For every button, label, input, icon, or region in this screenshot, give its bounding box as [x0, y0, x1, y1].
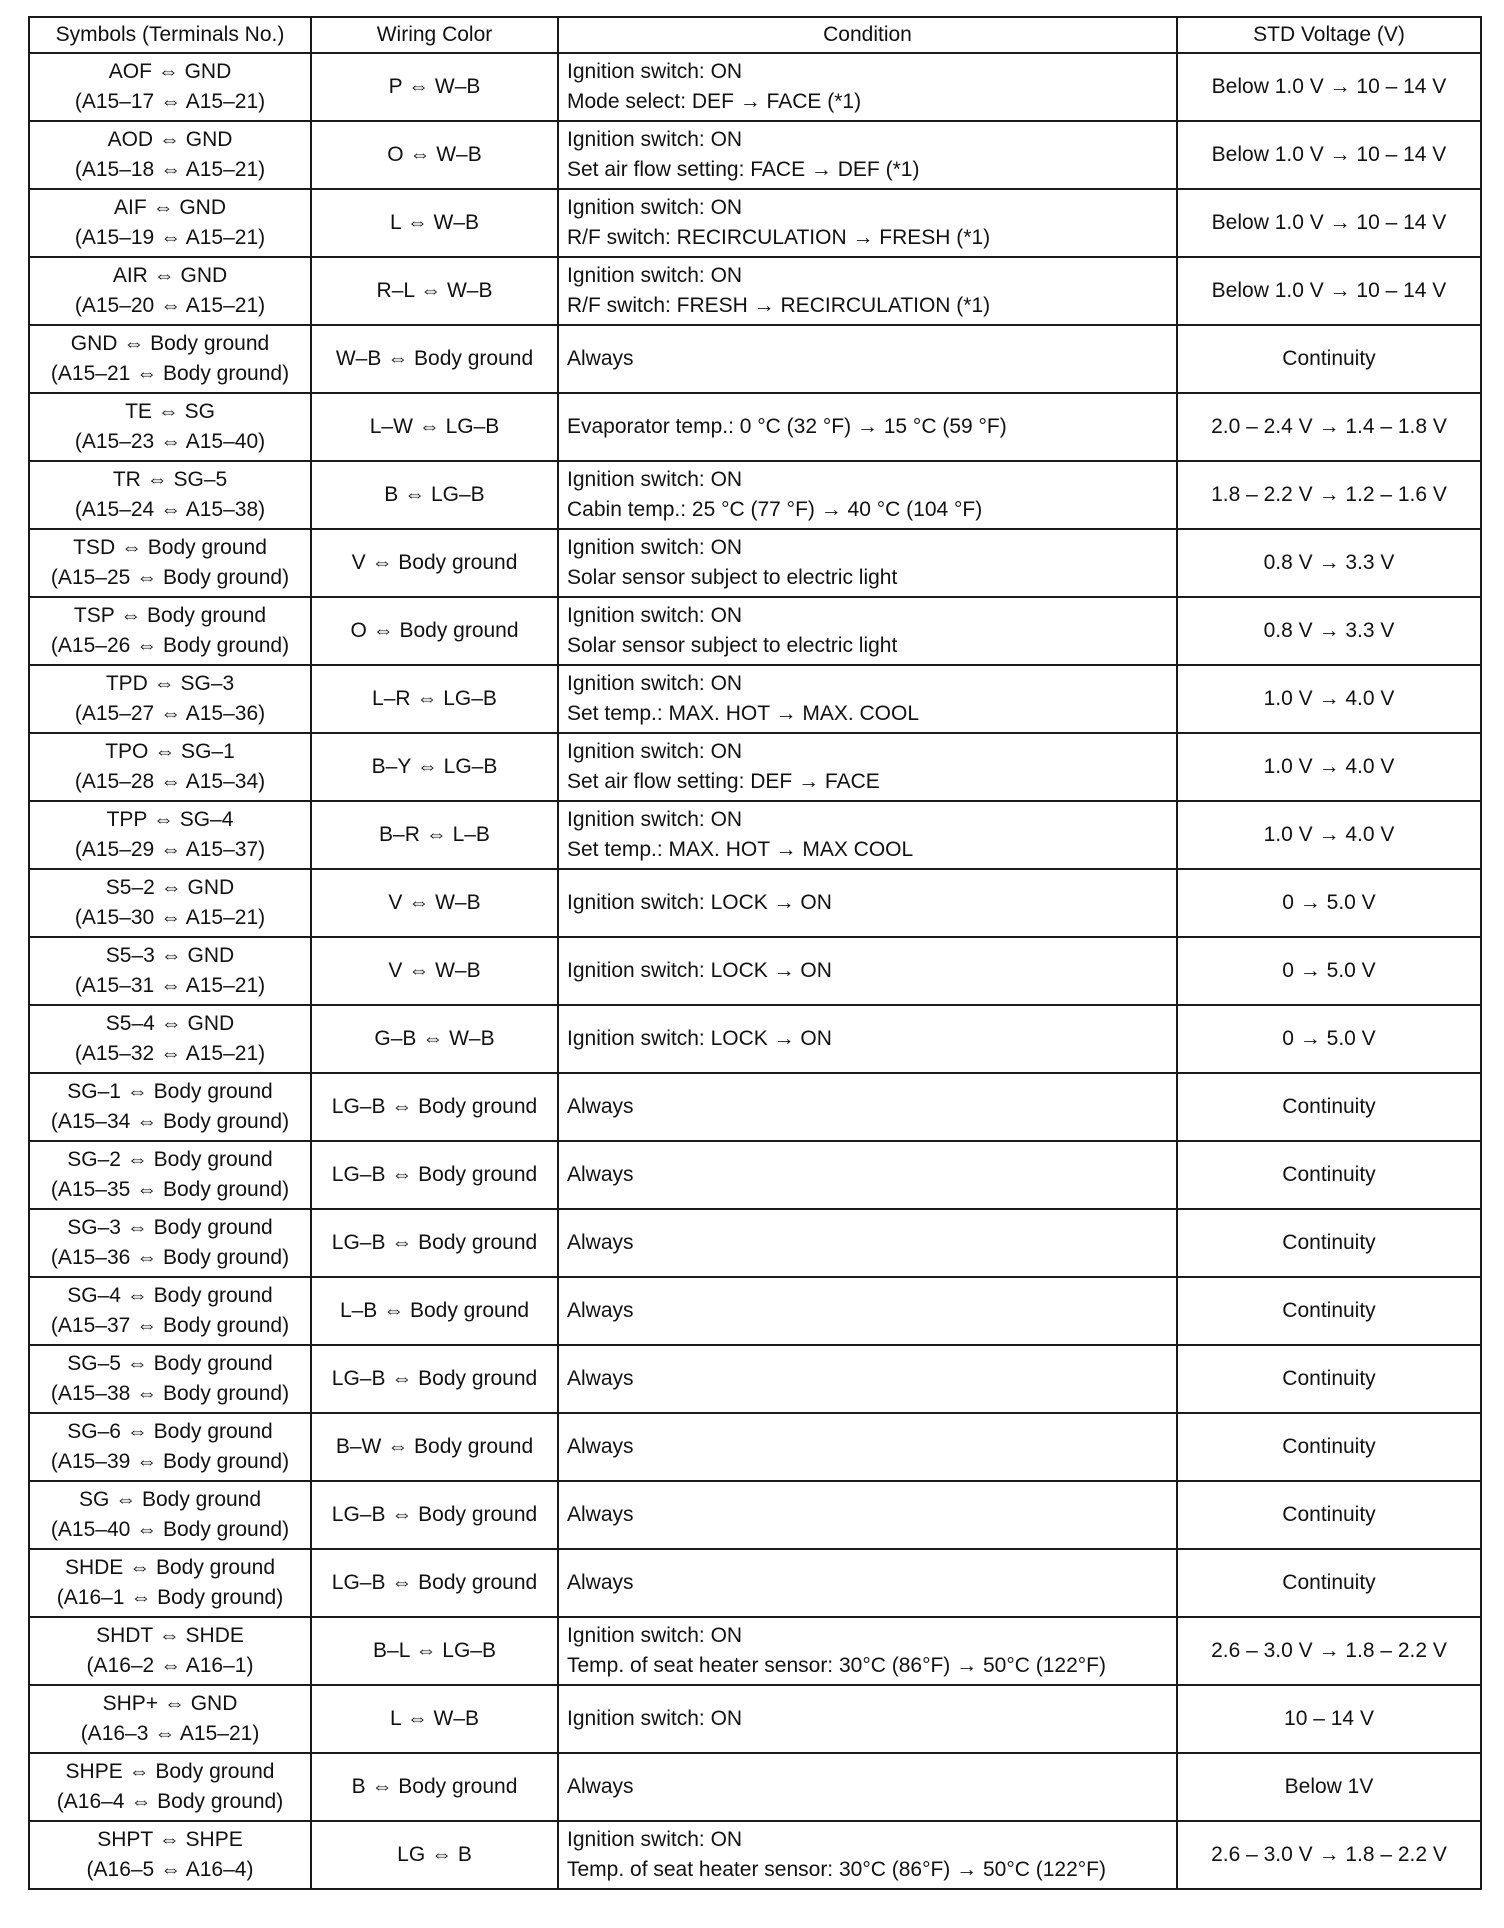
terminal-symbol: S5–2 ⇔ GND: [105, 876, 235, 899]
wiring-color-cell: LG–B ⇔ Body ground: [311, 1141, 558, 1209]
terminal-symbol: SHDT ⇔ SHDE: [96, 1624, 244, 1647]
table-row: [29, 53, 1481, 121]
symbol-cell: [29, 1685, 311, 1753]
std-voltage-cell: Continuity: [1177, 325, 1481, 393]
condition-line: Mode select: DEF → FACE (*1): [567, 90, 862, 113]
symbol-cell: [29, 1073, 311, 1141]
wiring-color-cell: R–L ⇔ W–B: [311, 257, 558, 325]
terminal-numbers: (A15–28 ⇔ A15–34): [74, 770, 266, 793]
condition-line: Always: [567, 1435, 634, 1458]
table-row: [29, 1141, 1481, 1209]
terminal-symbol: TPP ⇔ SG–4: [106, 808, 234, 831]
terminal-symbol: AOD ⇔ GND: [107, 128, 233, 151]
table-row: [29, 189, 1481, 257]
wiring-color-cell: L–R ⇔ LG–B: [311, 665, 558, 733]
wiring-color-cell: B ⇔ Body ground: [311, 1753, 558, 1821]
condition-line: Ignition switch: ON: [567, 468, 743, 491]
condition-line: Always: [567, 1571, 634, 1594]
terminal-numbers: (A15–24 ⇔ A15–38): [74, 498, 266, 521]
condition-line: Ignition switch: ON: [567, 196, 743, 219]
symbol-cell: [29, 1481, 311, 1549]
symbol-cell: [29, 1345, 311, 1413]
condition-line: Ignition switch: ON: [567, 672, 743, 695]
table-row: [29, 325, 1481, 393]
condition-line: Set temp.: MAX. HOT → MAX. COOL: [567, 702, 920, 725]
condition-cell: [558, 1821, 1177, 1889]
condition-cell: [558, 801, 1177, 869]
std-voltage-cell: 10 – 14 V: [1177, 1685, 1481, 1753]
table-row: [29, 1753, 1481, 1821]
condition-cell: [558, 461, 1177, 529]
terminal-numbers: (A15–39 ⇔ Body ground): [50, 1450, 290, 1473]
condition-cell: [558, 325, 1177, 393]
terminal-numbers: (A15–29 ⇔ A15–37): [74, 838, 266, 861]
condition-line: Cabin temp.: 25 °C (77 °F) → 40 °C (104 °F): [567, 498, 983, 521]
symbol-cell: [29, 733, 311, 801]
symbol-cell: [29, 325, 311, 393]
table-body: [29, 53, 1481, 1889]
condition-cell: [558, 1617, 1177, 1685]
table-row: [29, 869, 1481, 937]
symbol-cell: [29, 1753, 311, 1821]
symbol-cell: [29, 1277, 311, 1345]
condition-line: Always: [567, 1095, 634, 1118]
wiring-color-cell: LG–B ⇔ Body ground: [311, 1345, 558, 1413]
wiring-color-cell: LG ⇔ B: [311, 1821, 558, 1889]
symbol-cell: [29, 937, 311, 1005]
condition-line: Set air flow setting: DEF → FACE: [567, 770, 880, 793]
wiring-color-cell: B–L ⇔ LG–B: [311, 1617, 558, 1685]
terminal-symbol: GND ⇔ Body ground: [70, 332, 270, 355]
terminal-symbol: SG ⇔ Body ground: [78, 1488, 262, 1511]
header-condition: Condition: [558, 17, 1177, 53]
terminal-numbers: (A16–3 ⇔ A15–21): [80, 1722, 260, 1745]
terminal-symbol: SG–5 ⇔ Body ground: [67, 1352, 273, 1375]
condition-line: Ignition switch: ON: [567, 1624, 743, 1647]
wiring-color-cell: LG–B ⇔ Body ground: [311, 1481, 558, 1549]
std-voltage-cell: Continuity: [1177, 1413, 1481, 1481]
terminal-numbers: (A15–21 ⇔ Body ground): [50, 362, 290, 385]
terminal-numbers: (A16–1 ⇔ Body ground): [56, 1586, 284, 1609]
table-row: [29, 1073, 1481, 1141]
table-row: [29, 597, 1481, 665]
symbol-cell: [29, 801, 311, 869]
wiring-color-cell: L ⇔ W–B: [311, 189, 558, 257]
condition-cell: [558, 1549, 1177, 1617]
std-voltage-cell: 2.0 – 2.4 V → 1.4 – 1.8 V: [1177, 393, 1481, 461]
condition-cell: [558, 1413, 1177, 1481]
condition-line: Ignition switch: ON: [567, 604, 743, 627]
wiring-color-cell: V ⇔ W–B: [311, 869, 558, 937]
condition-line: Always: [567, 1503, 634, 1526]
wiring-color-cell: LG–B ⇔ Body ground: [311, 1209, 558, 1277]
header-wiring-color: Wiring Color: [311, 17, 558, 53]
condition-line: Ignition switch: ON: [567, 60, 743, 83]
symbol-cell: [29, 121, 311, 189]
table-row: [29, 461, 1481, 529]
condition-line: Ignition switch: ON: [567, 128, 743, 151]
terminal-numbers: (A15–30 ⇔ A15–21): [74, 906, 266, 929]
condition-line: Ignition switch: ON: [567, 808, 743, 831]
symbol-cell: [29, 1549, 311, 1617]
wiring-color-cell: L–W ⇔ LG–B: [311, 393, 558, 461]
condition-line: R/F switch: FRESH → RECIRCULATION (*1): [567, 294, 991, 317]
condition-line: Ignition switch: ON: [567, 264, 743, 287]
table-row: [29, 665, 1481, 733]
wiring-color-cell: L ⇔ W–B: [311, 1685, 558, 1753]
header-symbols: Symbols (Terminals No.): [29, 17, 311, 53]
symbol-cell: [29, 1413, 311, 1481]
std-voltage-cell: 0 → 5.0 V: [1177, 869, 1481, 937]
wiring-color-cell: LG–B ⇔ Body ground: [311, 1073, 558, 1141]
std-voltage-cell: 2.6 – 3.0 V → 1.8 – 2.2 V: [1177, 1821, 1481, 1889]
condition-cell: [558, 53, 1177, 121]
terminal-numbers: (A15–26 ⇔ Body ground): [50, 634, 290, 657]
std-voltage-cell: Below 1.0 V → 10 – 14 V: [1177, 189, 1481, 257]
std-voltage-cell: 0.8 V → 3.3 V: [1177, 529, 1481, 597]
wiring-color-cell: B ⇔ LG–B: [311, 461, 558, 529]
symbol-cell: [29, 257, 311, 325]
table-row: [29, 1685, 1481, 1753]
condition-line: Set air flow setting: FACE → DEF (*1): [567, 158, 920, 181]
terminal-numbers: (A15–20 ⇔ A15–21): [74, 294, 266, 317]
condition-line: Temp. of seat heater sensor: 30°C (86°F) → 50°C (122°F): [567, 1858, 1106, 1881]
terminal-symbol: TPO ⇔ SG–1: [105, 740, 235, 763]
std-voltage-cell: 0 → 5.0 V: [1177, 937, 1481, 1005]
terminal-symbol: S5–3 ⇔ GND: [105, 944, 235, 967]
terminal-symbol: SG–6 ⇔ Body ground: [67, 1420, 273, 1443]
terminal-numbers: (A15–17 ⇔ A15–21): [74, 90, 266, 113]
header-row: [29, 17, 1481, 53]
condition-line: Always: [567, 347, 634, 370]
wiring-color-cell: LG–B ⇔ Body ground: [311, 1549, 558, 1617]
table-row: [29, 1617, 1481, 1685]
terminal-symbol: SG–2 ⇔ Body ground: [67, 1148, 273, 1171]
terminal-symbol: S5–4 ⇔ GND: [105, 1012, 235, 1035]
table-row: [29, 1209, 1481, 1277]
table-row: [29, 1821, 1481, 1889]
condition-line: Ignition switch: LOCK → ON: [567, 959, 832, 982]
header-std-voltage: STD Voltage (V): [1177, 17, 1481, 53]
condition-line: Always: [567, 1775, 634, 1798]
terminal-numbers: (A15–34 ⇔ Body ground): [50, 1110, 290, 1133]
terminal-voltage-table: [28, 16, 1482, 1890]
std-voltage-cell: 1.8 – 2.2 V → 1.2 – 1.6 V: [1177, 461, 1481, 529]
table-row: [29, 529, 1481, 597]
condition-line: Always: [567, 1299, 634, 1322]
terminal-symbol: TSP ⇔ Body ground: [73, 604, 267, 627]
condition-cell: [558, 393, 1177, 461]
condition-line: Always: [567, 1231, 634, 1254]
condition-cell: [558, 1481, 1177, 1549]
wiring-color-cell: B–R ⇔ L–B: [311, 801, 558, 869]
wiring-color-cell: B–Y ⇔ LG–B: [311, 733, 558, 801]
terminal-symbol: SG–3 ⇔ Body ground: [67, 1216, 273, 1239]
std-voltage-cell: Continuity: [1177, 1345, 1481, 1413]
std-voltage-cell: 2.6 – 3.0 V → 1.8 – 2.2 V: [1177, 1617, 1481, 1685]
table-row: [29, 733, 1481, 801]
terminal-numbers: (A16–4 ⇔ Body ground): [56, 1790, 284, 1813]
terminal-numbers: (A15–27 ⇔ A15–36): [74, 702, 266, 725]
condition-cell: [558, 937, 1177, 1005]
condition-line: Ignition switch: ON: [567, 1828, 743, 1851]
std-voltage-cell: 1.0 V → 4.0 V: [1177, 665, 1481, 733]
std-voltage-cell: Continuity: [1177, 1277, 1481, 1345]
wiring-color-cell: L–B ⇔ Body ground: [311, 1277, 558, 1345]
table-row: [29, 1005, 1481, 1073]
symbol-cell: [29, 1209, 311, 1277]
wiring-color-cell: O ⇔ W–B: [311, 121, 558, 189]
table-row: [29, 937, 1481, 1005]
terminal-symbol: TPD ⇔ SG–3: [105, 672, 235, 695]
condition-cell: [558, 1345, 1177, 1413]
terminal-symbol: TE ⇔ SG: [125, 400, 215, 423]
std-voltage-cell: Continuity: [1177, 1209, 1481, 1277]
wiring-color-cell: W–B ⇔ Body ground: [311, 325, 558, 393]
terminal-symbol: AOF ⇔ GND: [108, 60, 232, 83]
condition-line: R/F switch: RECIRCULATION → FRESH (*1): [567, 226, 991, 249]
std-voltage-cell: Below 1.0 V → 10 – 14 V: [1177, 257, 1481, 325]
terminal-numbers: (A15–18 ⇔ A15–21): [74, 158, 266, 181]
terminal-numbers: (A16–2 ⇔ A16–1): [86, 1654, 254, 1677]
condition-cell: [558, 665, 1177, 733]
symbol-cell: [29, 461, 311, 529]
symbol-cell: [29, 1821, 311, 1889]
terminal-symbol: SG–1 ⇔ Body ground: [67, 1080, 273, 1103]
symbol-cell: [29, 529, 311, 597]
terminal-numbers: (A16–5 ⇔ A16–4): [86, 1858, 254, 1881]
table-row: [29, 121, 1481, 189]
wiring-color-cell: P ⇔ W–B: [311, 53, 558, 121]
wiring-color-cell: V ⇔ W–B: [311, 937, 558, 1005]
terminal-symbol: AIR ⇔ GND: [112, 264, 228, 287]
terminal-symbol: SHPE ⇔ Body ground: [65, 1760, 275, 1783]
condition-line: Always: [567, 1367, 634, 1390]
terminal-numbers: (A15–35 ⇔ Body ground): [50, 1178, 290, 1201]
condition-line: Solar sensor subject to electric light: [567, 634, 898, 657]
condition-line: Ignition switch: ON: [567, 536, 743, 559]
std-voltage-cell: Continuity: [1177, 1141, 1481, 1209]
condition-line: Ignition switch: LOCK → ON: [567, 891, 832, 914]
std-voltage-cell: Continuity: [1177, 1549, 1481, 1617]
wiring-color-cell: G–B ⇔ W–B: [311, 1005, 558, 1073]
terminal-numbers: (A15–19 ⇔ A15–21): [74, 226, 266, 249]
condition-line: Solar sensor subject to electric light: [567, 566, 898, 589]
std-voltage-cell: 1.0 V → 4.0 V: [1177, 733, 1481, 801]
table-row: [29, 801, 1481, 869]
condition-cell: [558, 121, 1177, 189]
table-row: [29, 393, 1481, 461]
terminal-numbers: (A15–32 ⇔ A15–21): [74, 1042, 266, 1065]
condition-cell: [558, 869, 1177, 937]
condition-line: Ignition switch: LOCK → ON: [567, 1027, 832, 1050]
condition-cell: [558, 1141, 1177, 1209]
symbol-cell: [29, 53, 311, 121]
condition-cell: [558, 189, 1177, 257]
terminal-symbol: SHPT ⇔ SHPE: [97, 1828, 243, 1851]
terminal-numbers: (A15–37 ⇔ Body ground): [50, 1314, 290, 1337]
terminal-symbol: TR ⇔ SG–5: [112, 468, 228, 491]
table-row: [29, 1549, 1481, 1617]
condition-cell: [558, 733, 1177, 801]
terminal-symbol: SHDE ⇔ Body ground: [64, 1556, 276, 1579]
symbol-cell: [29, 189, 311, 257]
terminal-numbers: (A15–40 ⇔ Body ground): [50, 1518, 290, 1541]
condition-cell: [558, 1209, 1177, 1277]
terminal-numbers: (A15–23 ⇔ A15–40): [74, 430, 266, 453]
std-voltage-cell: Below 1V: [1177, 1753, 1481, 1821]
std-voltage-cell: Below 1.0 V → 10 – 14 V: [1177, 53, 1481, 121]
condition-line: Set temp.: MAX. HOT → MAX COOL: [567, 838, 914, 861]
condition-line: Evaporator temp.: 0 °C (32 °F) → 15 °C (59 °F): [567, 415, 1007, 438]
terminal-numbers: (A15–25 ⇔ Body ground): [50, 566, 290, 589]
condition-line: Always: [567, 1163, 634, 1186]
terminal-numbers: (A15–36 ⇔ Body ground): [50, 1246, 290, 1269]
condition-cell: [558, 597, 1177, 665]
wiring-color-cell: B–W ⇔ Body ground: [311, 1413, 558, 1481]
terminal-symbol: SG–4 ⇔ Body ground: [67, 1284, 273, 1307]
condition-cell: [558, 1277, 1177, 1345]
std-voltage-cell: 1.0 V → 4.0 V: [1177, 801, 1481, 869]
table-row: [29, 1345, 1481, 1413]
std-voltage-cell: Below 1.0 V → 10 – 14 V: [1177, 121, 1481, 189]
condition-cell: [558, 1005, 1177, 1073]
condition-cell: [558, 257, 1177, 325]
condition-cell: [558, 1685, 1177, 1753]
symbol-cell: [29, 869, 311, 937]
table-row: [29, 257, 1481, 325]
condition-line: Ignition switch: ON: [567, 1707, 743, 1730]
condition-line: Ignition switch: ON: [567, 740, 743, 763]
condition-cell: [558, 1753, 1177, 1821]
terminal-symbol: AIF ⇔ GND: [113, 196, 226, 219]
condition-cell: [558, 1073, 1177, 1141]
symbol-cell: [29, 597, 311, 665]
symbol-cell: [29, 393, 311, 461]
table-row: [29, 1277, 1481, 1345]
symbol-cell: [29, 1005, 311, 1073]
std-voltage-cell: Continuity: [1177, 1481, 1481, 1549]
table-row: [29, 1413, 1481, 1481]
symbol-cell: [29, 1617, 311, 1685]
wiring-color-cell: O ⇔ Body ground: [311, 597, 558, 665]
std-voltage-cell: 0 → 5.0 V: [1177, 1005, 1481, 1073]
condition-line: Temp. of seat heater sensor: 30°C (86°F) → 50°C (122°F): [567, 1654, 1106, 1677]
terminal-numbers: (A15–38 ⇔ Body ground): [50, 1382, 290, 1405]
condition-cell: [558, 529, 1177, 597]
symbol-cell: [29, 665, 311, 733]
std-voltage-cell: 0.8 V → 3.3 V: [1177, 597, 1481, 665]
terminal-symbol: SHP+ ⇔ GND: [102, 1692, 238, 1715]
terminal-symbol: TSD ⇔ Body ground: [73, 536, 267, 559]
symbol-cell: [29, 1141, 311, 1209]
terminal-numbers: (A15–31 ⇔ A15–21): [74, 974, 266, 997]
wiring-color-cell: V ⇔ Body ground: [311, 529, 558, 597]
table-row: [29, 1481, 1481, 1549]
std-voltage-cell: Continuity: [1177, 1073, 1481, 1141]
